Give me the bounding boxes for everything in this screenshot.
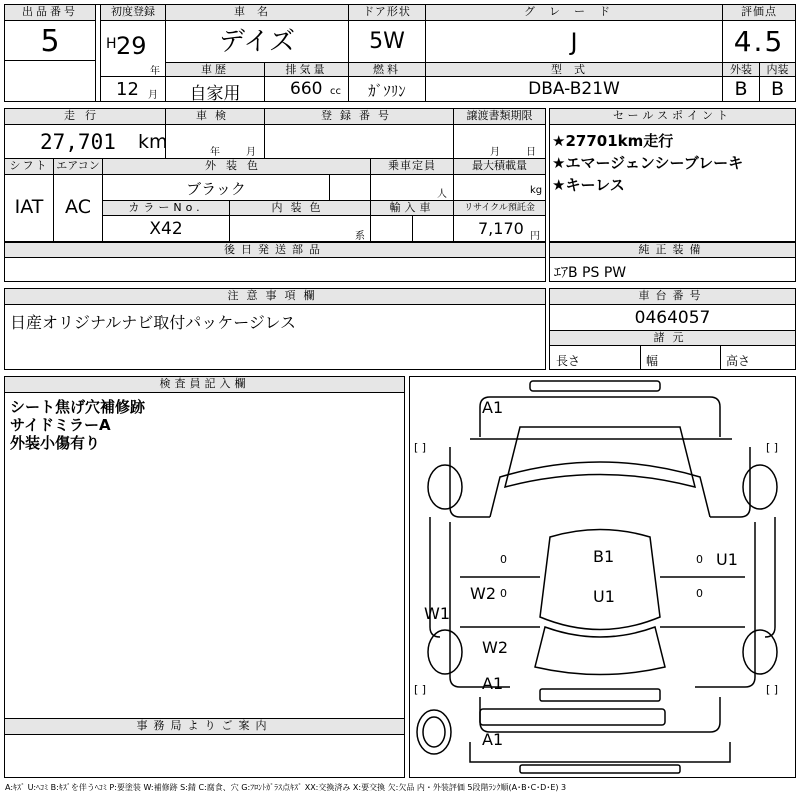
aircon-label: エアコン bbox=[54, 159, 102, 175]
specs-length: 長さ bbox=[556, 354, 581, 368]
sales-points-label: セールスポイント bbox=[550, 109, 795, 125]
recycle-label: リサイクル預託金 bbox=[454, 201, 545, 216]
max-load-label: 最大積載量 bbox=[454, 159, 545, 175]
score-value: 4.5 bbox=[733, 25, 785, 58]
mileage-value: 27,701 bbox=[40, 130, 116, 154]
bracket-3: [ ] bbox=[414, 683, 427, 696]
color-no-value: X42 bbox=[149, 219, 183, 239]
lot-number: 5 bbox=[40, 24, 60, 59]
lot-label: 出品番号 bbox=[5, 5, 95, 21]
displacement-value: 660 bbox=[290, 79, 323, 99]
capacity-label: 乗車定員 bbox=[371, 159, 453, 175]
inspection-month-unit: 月 bbox=[246, 147, 256, 158]
fuel-value: ｶﾞｿﾘﾝ bbox=[368, 82, 406, 100]
mark-w1: W1 bbox=[424, 604, 450, 623]
mark-b1: B1 bbox=[593, 547, 615, 566]
car-name: デイズ bbox=[219, 27, 295, 57]
displacement-label: 排気量 bbox=[265, 63, 348, 77]
mileage-unit: km bbox=[138, 131, 168, 153]
mark-w2-left: W2 bbox=[470, 584, 496, 603]
aircon-value: AC bbox=[65, 196, 91, 218]
ext-score-label: 外装 bbox=[723, 63, 759, 77]
mark-u1-right: U1 bbox=[716, 550, 738, 569]
inspector-line-2: サイドミラーA bbox=[10, 416, 111, 434]
model-label: 型式 bbox=[426, 63, 722, 77]
first-reg-month: 12 bbox=[116, 79, 139, 100]
transfer-label: 譲渡書類期限 bbox=[454, 109, 545, 125]
mark-u1-center: U1 bbox=[593, 587, 615, 606]
int-score-label: 内装 bbox=[760, 63, 795, 77]
capacity-unit: 人 bbox=[437, 189, 447, 200]
main-table bbox=[4, 108, 546, 242]
sales-point-2: ★エマージェンシーブレーキ bbox=[552, 154, 744, 172]
first-reg-month-unit: 月 bbox=[148, 90, 158, 101]
mark-a1-bottom: A1 bbox=[482, 730, 504, 749]
color-no-label: カラーNo. bbox=[103, 201, 229, 216]
equipment-label: 純正装備 bbox=[550, 243, 795, 258]
sales-point-3: ★キーレス bbox=[552, 176, 625, 194]
zero-3: 0 bbox=[500, 587, 507, 600]
int-color-label: 内装色 bbox=[230, 201, 370, 216]
history-value: 自家用 bbox=[189, 84, 241, 104]
fuel-label: 燃料 bbox=[349, 63, 425, 77]
inspector-label: 検査員記入欄 bbox=[5, 377, 404, 393]
chassis-value: 0464057 bbox=[634, 308, 711, 328]
ext-color-value: ブラック bbox=[186, 180, 246, 198]
chassis-label: 車台番号 bbox=[550, 289, 795, 305]
inspection-label: 車検 bbox=[166, 109, 264, 125]
ext-score-value: B bbox=[734, 78, 748, 100]
first-reg-era: H bbox=[106, 36, 117, 52]
recycle-unit: 円 bbox=[530, 231, 540, 242]
inspection-year-unit: 年 bbox=[210, 147, 220, 158]
office-label: 事務局よりご案内 bbox=[5, 719, 404, 735]
caution-value: 日産オリジナルナビ取付パッケージレス bbox=[10, 313, 297, 332]
displacement-unit: cc bbox=[330, 86, 341, 97]
mark-w2-lower: W2 bbox=[482, 638, 508, 657]
specs-label: 諸元 bbox=[550, 331, 795, 346]
later-parts-label: 後日発送部品 bbox=[5, 243, 545, 258]
inspector-line-3: 外装小傷有り bbox=[10, 434, 101, 452]
zero-2: 0 bbox=[696, 553, 703, 566]
first-reg-year: 29 bbox=[116, 32, 147, 60]
caution-label: 注意事項欄 bbox=[5, 289, 545, 305]
car-name-label: 車名 bbox=[166, 5, 348, 21]
int-color-unit: 系 bbox=[355, 231, 365, 242]
transfer-month-unit: 月 bbox=[490, 147, 500, 158]
legend: A:ｷｽﾞ U:ﾍｺﾐ B:ｷｽﾞを伴うﾍｺﾐ P:要塗装 W:補修跡 S:錆 C:腐食、穴 G:ﾌﾛﾝﾄｶﾞﾗｽ点ｷｽﾞ XX:交換済み X:要交換 欠:欠品 内・外装評価 5段階ﾗﾝｸ順(A･B･C･D･E) 3 bbox=[5, 783, 567, 792]
shift-value: IAT bbox=[14, 196, 44, 218]
equipment-value: ｴｱB PS PW bbox=[554, 265, 627, 281]
bracket-4: [ ] bbox=[766, 683, 779, 696]
zero-4: 0 bbox=[696, 587, 703, 600]
transfer-day-unit: 日 bbox=[526, 147, 536, 158]
int-score-value: B bbox=[770, 78, 785, 100]
model-value: DBA-B21W bbox=[528, 79, 620, 99]
grade-label: グレード bbox=[426, 5, 722, 21]
bracket-2: [ ] bbox=[766, 441, 779, 454]
recycle-value: 7,170 bbox=[478, 219, 524, 238]
mileage-label: 走行 bbox=[5, 109, 165, 125]
vehicle-damage-diagram bbox=[410, 377, 795, 777]
score-label: 評価点 bbox=[723, 5, 795, 21]
door-value: 5W bbox=[369, 29, 405, 54]
specs-width: 幅 bbox=[646, 354, 659, 368]
mark-a1-top: A1 bbox=[482, 398, 504, 417]
first-reg-label: 初度登録 bbox=[101, 5, 165, 21]
shift-label: シフト bbox=[5, 159, 53, 175]
max-load-unit: kg bbox=[530, 185, 543, 196]
bracket-1: [ ] bbox=[414, 441, 427, 454]
import-label: 輸入車 bbox=[371, 201, 453, 216]
zero-1: 0 bbox=[500, 553, 507, 566]
inspector-line-1: シート焦げ穴補修跡 bbox=[10, 398, 146, 416]
door-label: ドア形状 bbox=[349, 5, 425, 21]
first-reg-year-unit: 年 bbox=[150, 66, 160, 77]
history-label: 車歴 bbox=[166, 63, 264, 77]
ext-color-label: 外装色 bbox=[103, 159, 370, 175]
reg-no-label: 登録番号 bbox=[265, 109, 453, 125]
sales-point-1: ★27701km走行 bbox=[552, 132, 674, 150]
grade-value: J bbox=[570, 28, 578, 56]
mark-a1-rear: A1 bbox=[482, 674, 504, 693]
specs-height: 高さ bbox=[726, 354, 751, 368]
